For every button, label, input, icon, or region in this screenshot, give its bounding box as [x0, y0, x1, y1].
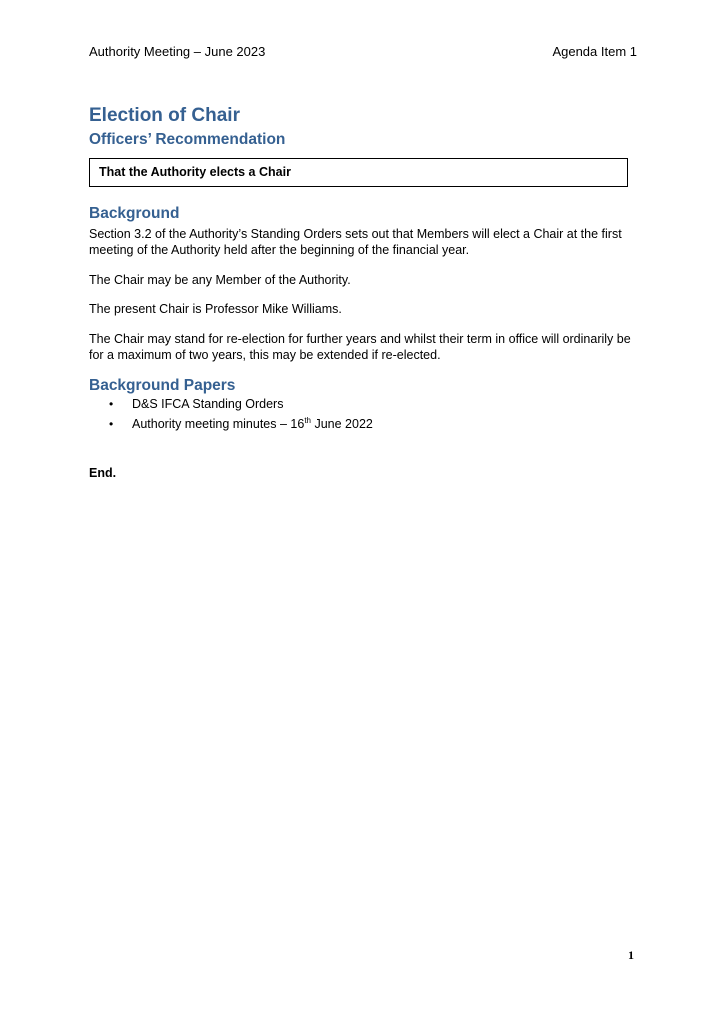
background-paragraph: The present Chair is Professor Mike Williams.	[89, 302, 342, 316]
bullet-icon: •	[109, 397, 114, 411]
recommendation-box	[89, 158, 628, 187]
page-number: 1	[628, 948, 634, 962]
background-heading: Background	[89, 205, 180, 222]
list-item	[89, 416, 641, 436]
background-paragraph: Section 3.2 of the Authority’s Standing Orders sets out that Members will elect a Chair at the first meeting of the Authority held after the beginning of the financial year.	[89, 227, 622, 257]
officers-recommendation-heading: Officers’ Recommendation	[89, 131, 286, 148]
paper-label-start: Authority meeting minutes – 16	[132, 417, 305, 431]
paper-label: D&S IFCA Standing Orders	[132, 397, 284, 411]
background-papers-heading: Background Papers	[89, 377, 236, 394]
end-marker: End.	[89, 466, 117, 480]
background-paragraph: The Chair may stand for re-election for further years and whilst their term in office will ordinarily be for a maximum of two years, this may be extended if re-elected.	[89, 332, 631, 362]
ordinal-suffix: th	[304, 415, 311, 425]
background-paragraph: The Chair may be any Member of the Authority.	[89, 273, 351, 287]
recommendation-text: That the Authority elects a Chair	[99, 165, 291, 179]
document-body	[89, 104, 641, 481]
list-item	[89, 396, 641, 416]
page-title: Election of Chair	[89, 105, 240, 126]
page-header	[89, 42, 637, 62]
paper-label-end: June 2022	[311, 417, 373, 431]
header-agenda-item: Agenda Item 1	[552, 44, 637, 59]
header-meeting-title: Authority Meeting – June 2023	[89, 44, 266, 59]
background-papers-list	[89, 396, 641, 436]
bullet-icon: •	[109, 417, 114, 431]
